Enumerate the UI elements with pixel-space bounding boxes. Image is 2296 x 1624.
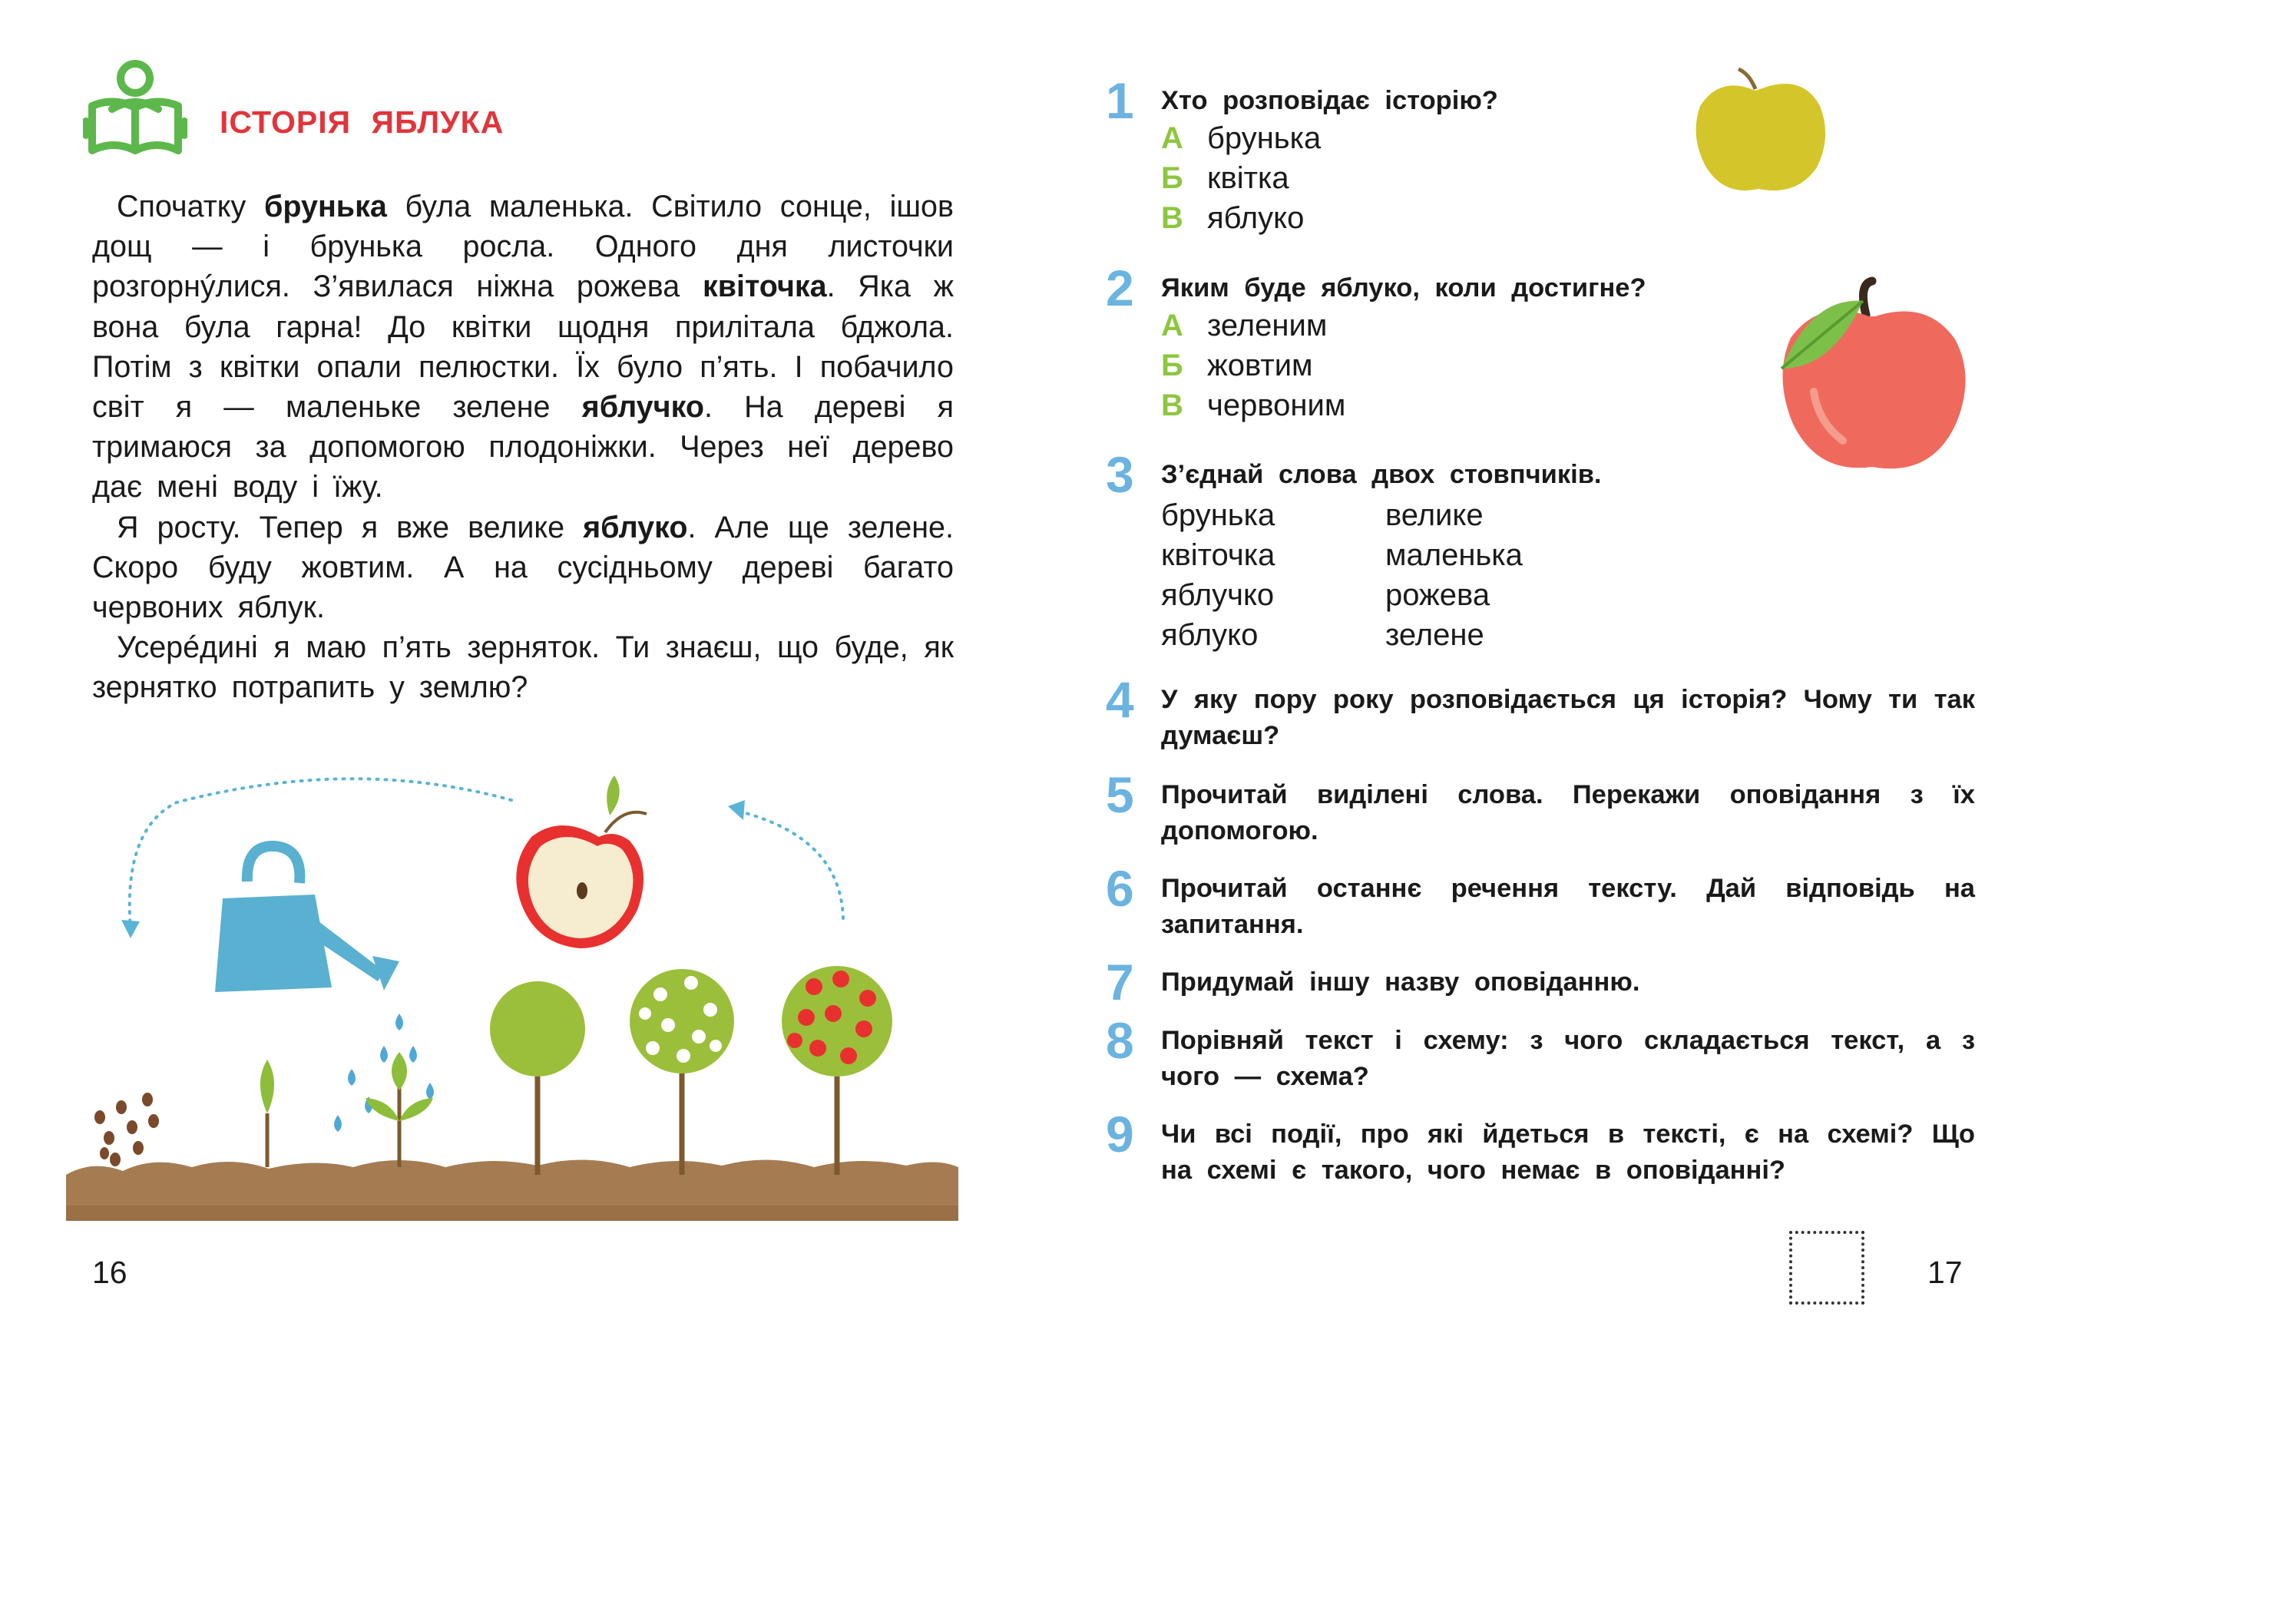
page-number-right: 17 (1927, 1255, 1963, 1290)
cut-apple-icon (516, 776, 647, 948)
story-text-segment: . На дереві я тримаюся за допомогою плодоніжки. Через неї дерево дає мені воду і їжу. (92, 390, 954, 504)
story-text (92, 187, 954, 708)
option-letter: В (1161, 389, 1183, 422)
option-text: зеленим (1207, 309, 1328, 342)
match-word[interactable]: яблуко (1161, 618, 1259, 652)
question-text: Прочитай виділені слова. Перекажи оповідання з їх допомогою. (1161, 780, 1975, 845)
question-number: 3 (1106, 446, 1134, 503)
sprout-icon (260, 1060, 274, 1167)
blooming-tree-icon (630, 969, 734, 1175)
question-number: 1 (1106, 72, 1134, 129)
question-text: З’єднай слова двох стовпчиків. (1161, 460, 1602, 489)
match-word[interactable]: брунька (1161, 498, 1275, 532)
option-text: жовтим (1207, 349, 1313, 382)
option-letter: В (1161, 201, 1183, 235)
answer-option[interactable] (1161, 306, 1345, 346)
match-word[interactable]: квіточка (1161, 538, 1275, 572)
question-number: 6 (1106, 860, 1134, 917)
question-text: Порівняй текст і схему: з чого складається текст, а з чого — схема? (1161, 1026, 1975, 1091)
reading-child-icon (83, 58, 187, 160)
answer-option[interactable] (1161, 158, 1321, 198)
left-word-column (1161, 495, 1275, 655)
question-text: Прочитай останнє речення тексту. Дай відповідь на запитання. (1161, 874, 1975, 939)
question-number: 2 (1106, 260, 1134, 316)
self-assessment-box[interactable] (1789, 1231, 1864, 1305)
match-word[interactable]: маленька (1385, 538, 1523, 572)
highlighted-word: квіточка (702, 270, 827, 304)
question-text: Яким буде яблуко, коли достигне? (1161, 273, 1646, 303)
red-apple-icon (1774, 276, 1973, 480)
young-tree-icon (490, 981, 585, 1175)
question-number: 7 (1106, 954, 1134, 1010)
question-number: 9 (1106, 1106, 1134, 1163)
answer-option[interactable] (1161, 346, 1345, 385)
apple-lifecycle-scheme (61, 760, 960, 1221)
option-text: яблуко (1207, 201, 1305, 235)
right-word-column (1385, 495, 1523, 655)
match-word[interactable]: яблучко (1161, 578, 1275, 612)
match-word[interactable]: велике (1385, 498, 1484, 532)
highlighted-word: яблучко (581, 390, 704, 425)
story-text-segment: Спочатку (117, 190, 264, 223)
question-text: Хто розповідає історію? (1161, 86, 1498, 115)
option-letter: Б (1161, 161, 1183, 195)
story-paragraph (92, 627, 954, 707)
seedling-icon (366, 1052, 433, 1167)
option-letter: А (1161, 309, 1183, 342)
question-text: У яку пору року розповідається ця історія? Чому ти так думаєш? (1161, 685, 1975, 750)
option-text: квітка (1207, 161, 1289, 195)
answer-option[interactable] (1161, 118, 1321, 158)
question-number: 8 (1106, 1012, 1134, 1069)
story-text-segment: Я росту. Тепер я вже велике (117, 510, 584, 544)
answer-options (1161, 118, 1321, 238)
option-text: брунька (1207, 121, 1322, 155)
story-text-segment: Усерéдині я маю п’ять зерняток. Ти знаєш, що буде, як зернятко потрапить у землю? (92, 630, 954, 705)
story-text-segment: . Але ще зелене. Скоро буду жовтим. А на сусідньому дереві багато червоних яблук. (92, 510, 954, 625)
watering-can-icon (215, 846, 399, 992)
match-word[interactable]: рожева (1385, 578, 1490, 612)
story-text-segment: була маленька. Світило сонце, ішов дощ — і брунька росла. Одного дня листочки розгорнýлися. З’явилася ніжна рожева (92, 190, 954, 304)
match-word[interactable]: зелене (1385, 618, 1484, 652)
question-number: 5 (1106, 766, 1134, 823)
option-letter: А (1161, 121, 1183, 155)
soil-ground (66, 1159, 958, 1221)
page-number-left: 16 (92, 1255, 127, 1290)
option-letter: Б (1161, 349, 1183, 382)
question-text: Чи всі події, про які йдеться в тексті, є на схемі? Що на схемі є такого, чого немає в оповіданні? (1161, 1120, 1975, 1185)
answer-option[interactable] (1161, 198, 1321, 238)
answer-options (1161, 306, 1345, 425)
highlighted-word: яблуко (583, 510, 688, 544)
option-text: червоним (1207, 389, 1346, 422)
story-paragraph (92, 508, 954, 628)
question-text: Придумай іншу назву оповіданню. (1161, 967, 1640, 997)
yellow-apple-icon (1689, 60, 1835, 198)
seeds-icon (94, 1093, 159, 1166)
question-number: 4 (1106, 671, 1134, 728)
story-text-segment: . Яка ж вона була гарна! До квітки щодня прилітала бджола. Потім з квітки опали пелюстки. Їх було п’ять. І побачило світ я — маленьке зелене (92, 270, 954, 425)
answer-option[interactable] (1161, 385, 1345, 425)
story-title: ІСТОРІЯ ЯБЛУКА (220, 104, 505, 140)
highlighted-word: брунька (263, 190, 387, 223)
apple-tree-icon (782, 966, 892, 1175)
story-paragraph (92, 187, 954, 508)
